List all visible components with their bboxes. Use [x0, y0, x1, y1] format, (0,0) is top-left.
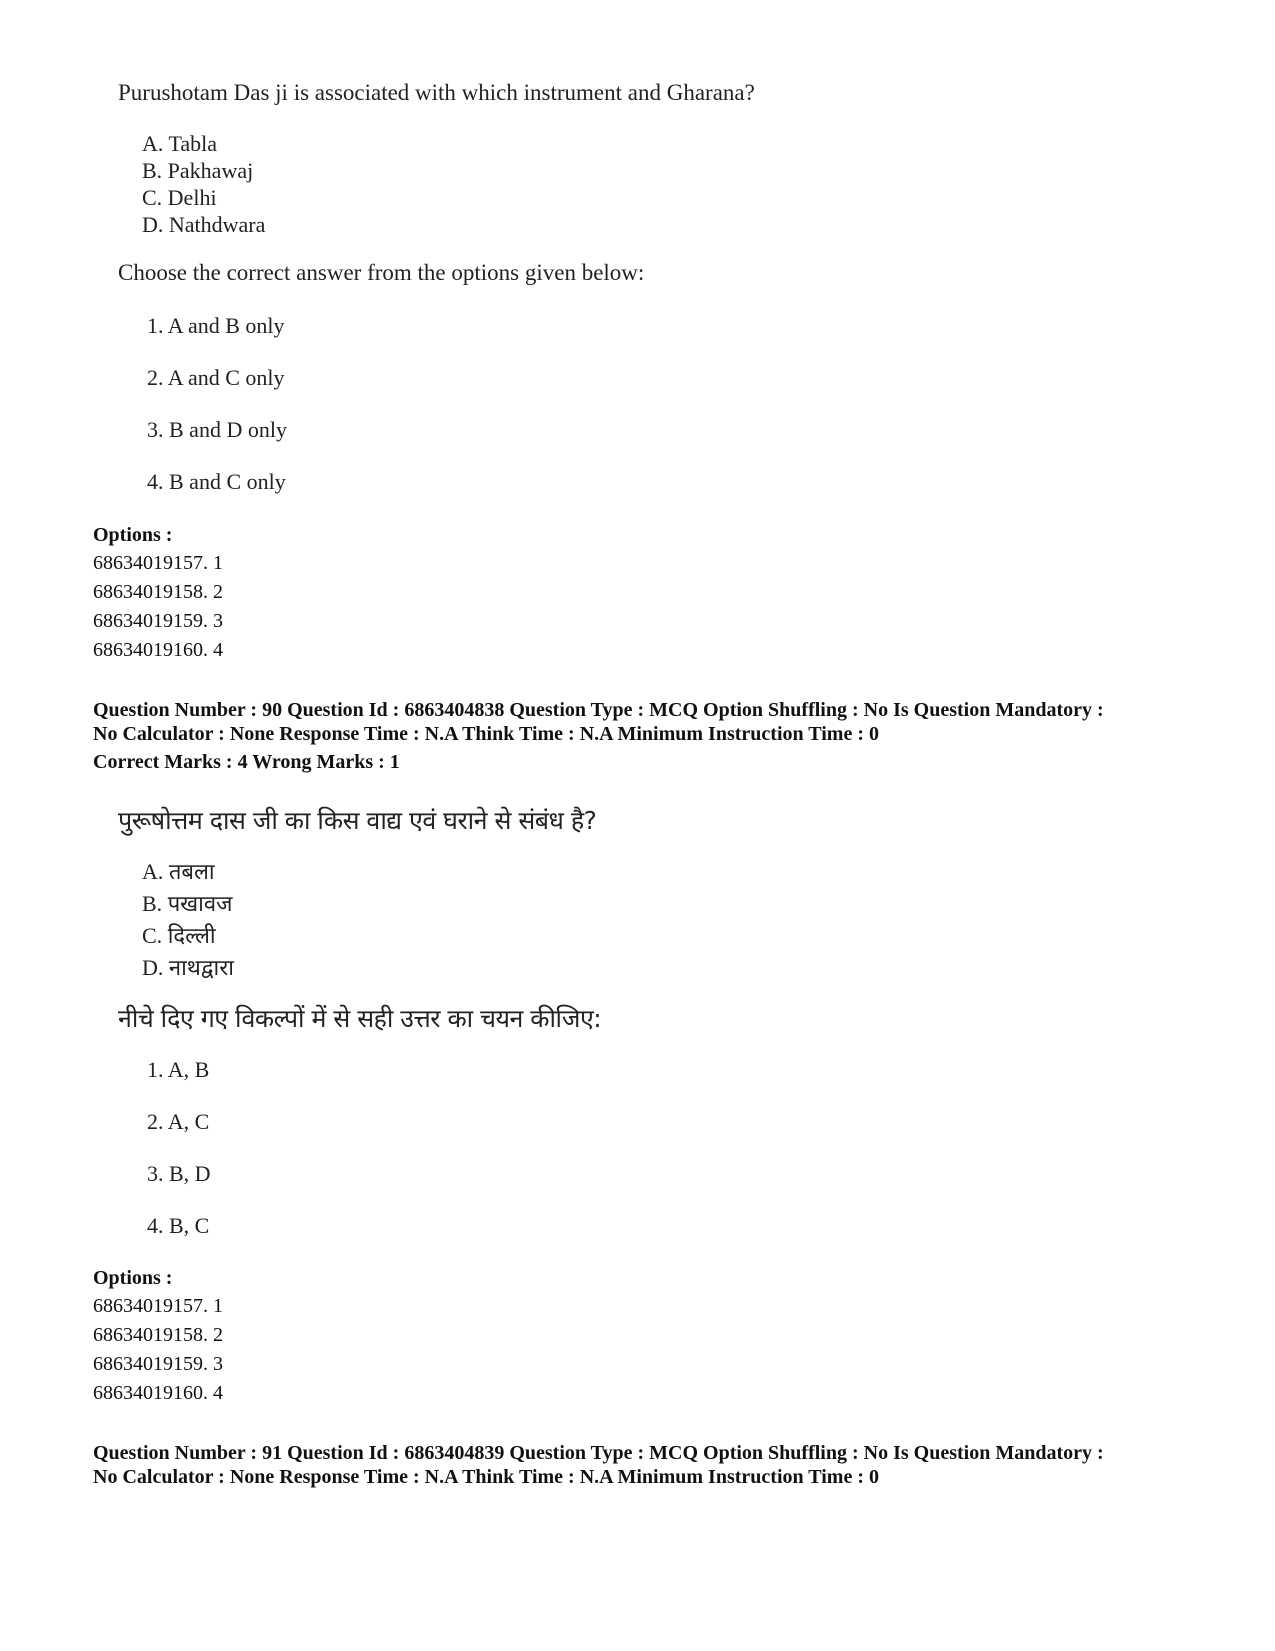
answer-choice: 4. B, C [147, 1213, 210, 1238]
statement-item: A. तबला [142, 859, 215, 885]
statement-item: B. Pakhawaj [142, 158, 254, 183]
meta-line: No Calculator : None Response Time : N.A Think Time : N.A Minimum Instruction Time : 0 [93, 723, 879, 745]
instruction-text-hindi: नीचे दिए गए विकल्पों में से सही उत्तर का चयन कीजिए: [118, 1004, 602, 1033]
question-meta-q90 [93, 698, 1104, 774]
answer-choice: 2. A, C [147, 1109, 210, 1134]
option-row: 68634019159. 3 [93, 610, 223, 632]
option-row: 68634019158. 2 [93, 581, 223, 603]
options-list [93, 1292, 223, 1408]
answer-choice: 3. B and D only [147, 417, 287, 442]
answer-choice: 1. A and B only [147, 313, 285, 338]
statement-list-english [142, 130, 265, 238]
instruction-text-english: Choose the correct answer from the options given below: [118, 260, 645, 285]
answer-choice: 1. A, B [147, 1057, 210, 1082]
option-row: 68634019157. 1 [93, 1295, 223, 1317]
answer-choice: 3. B, D [147, 1161, 211, 1186]
meta-line: Correct Marks : 4 Wrong Marks : 1 [93, 751, 400, 773]
option-row: 68634019160. 4 [93, 1382, 223, 1404]
meta-line: Question Number : 90 Question Id : 6863404838 Question Type : MCQ Option Shuffling : No Is Question Mandatory : [93, 699, 1104, 721]
option-row: 68634019158. 2 [93, 1324, 223, 1346]
statement-item: C. दिल्ली [142, 923, 216, 949]
statement-item: D. नाथद्वारा [142, 955, 234, 981]
meta-line: Question Number : 91 Question Id : 6863404839 Question Type : MCQ Option Shuffling : No Is Question Mandatory : [93, 1442, 1104, 1464]
option-row: 68634019157. 1 [93, 552, 223, 574]
statement-item: D. Nathdwara [142, 212, 266, 237]
meta-line: No Calculator : None Response Time : N.A Think Time : N.A Minimum Instruction Time : 0 [93, 1466, 879, 1488]
option-row: 68634019160. 4 [93, 639, 223, 661]
options-list [93, 549, 223, 665]
answer-choice: 2. A and C only [147, 365, 285, 390]
statement-list-hindi [142, 856, 234, 984]
question-meta-q91 [93, 1441, 1104, 1489]
option-row: 68634019159. 3 [93, 1353, 223, 1375]
options-heading: Options : [93, 524, 173, 546]
question-text-hindi: पुरूषोत्तम दास जी का किस वाद्य एवं घराने से संबंध है? [118, 806, 597, 835]
question-text-english: Purushotam Das ji is associated with which instrument and Gharana? [118, 80, 755, 105]
statement-item: B. पखावज [142, 891, 233, 917]
answer-choice: 4. B and C only [147, 469, 286, 494]
statement-item: C. Delhi [142, 185, 217, 210]
statement-item: A. Tabla [142, 131, 218, 156]
options-heading: Options : [93, 1267, 173, 1289]
